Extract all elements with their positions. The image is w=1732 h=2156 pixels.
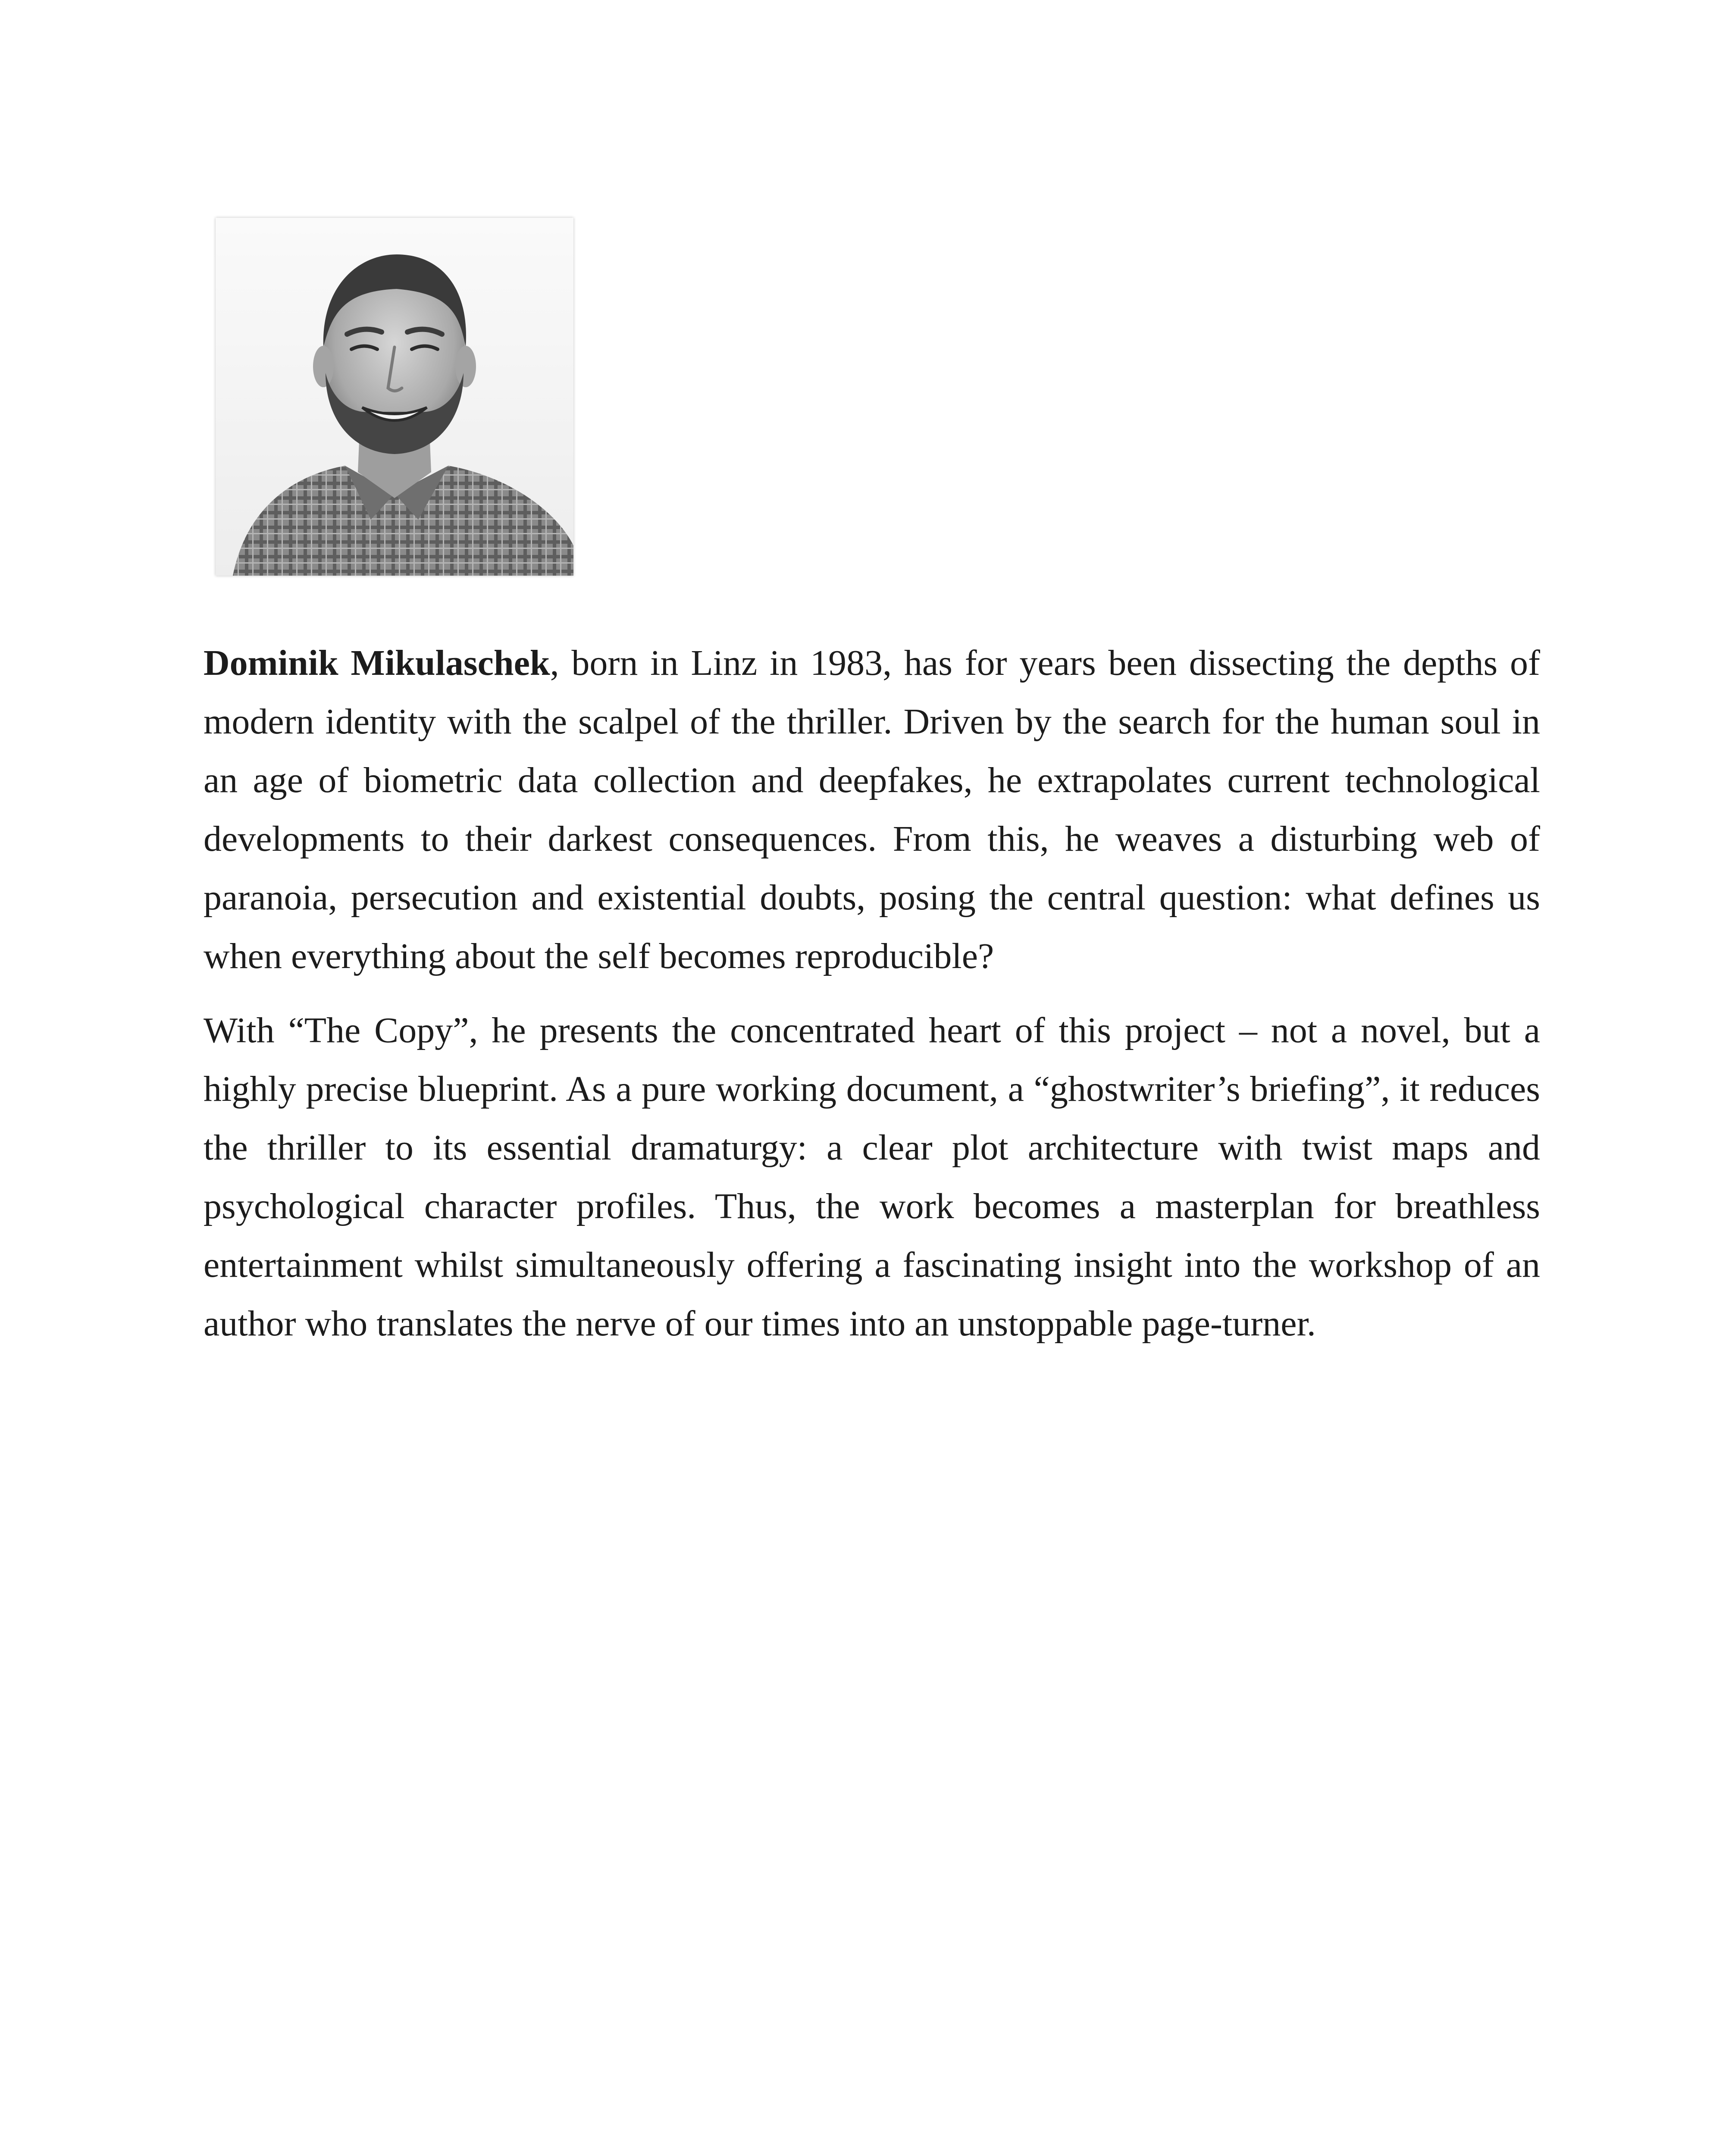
author-portrait-icon [216,218,573,576]
author-bio [204,634,1540,1369]
author-name: Dominik Mikulaschek [204,643,550,683]
author-photo [216,218,573,576]
bio-paragraph-2: With “The Copy”, he presents the concentrated heart of this project – not a novel, but a highly precise blueprint. As a pure working document, a “ghostwriter’s briefing”, it reduces the thriller to its essential dramaturgy: a clear plot architecture with twist maps and psychological character profiles. Thus, the work becomes a masterplan for breathless entertainment whilst simultaneously offering a fascinating insight into the workshop of an author who translates the nerve of our times into an unstoppable page-turner. [204,1010,1540,1344]
bio-paragraph-1 [204,634,1540,986]
bio-paragraph-1-text: , born in Linz in 1983, has for years been dissecting the depths of modern identity with the scalpel of the thriller. Driven by the search for the human soul in an age of biometric data collection and deepfakes, he extrapolates current technological developments to their darkest consequences. From this, he weaves a disturbing web of paranoia, persecution and existential doubts, posing the central question: what defines us when everything about the self becomes reproducible? [204,643,1541,976]
